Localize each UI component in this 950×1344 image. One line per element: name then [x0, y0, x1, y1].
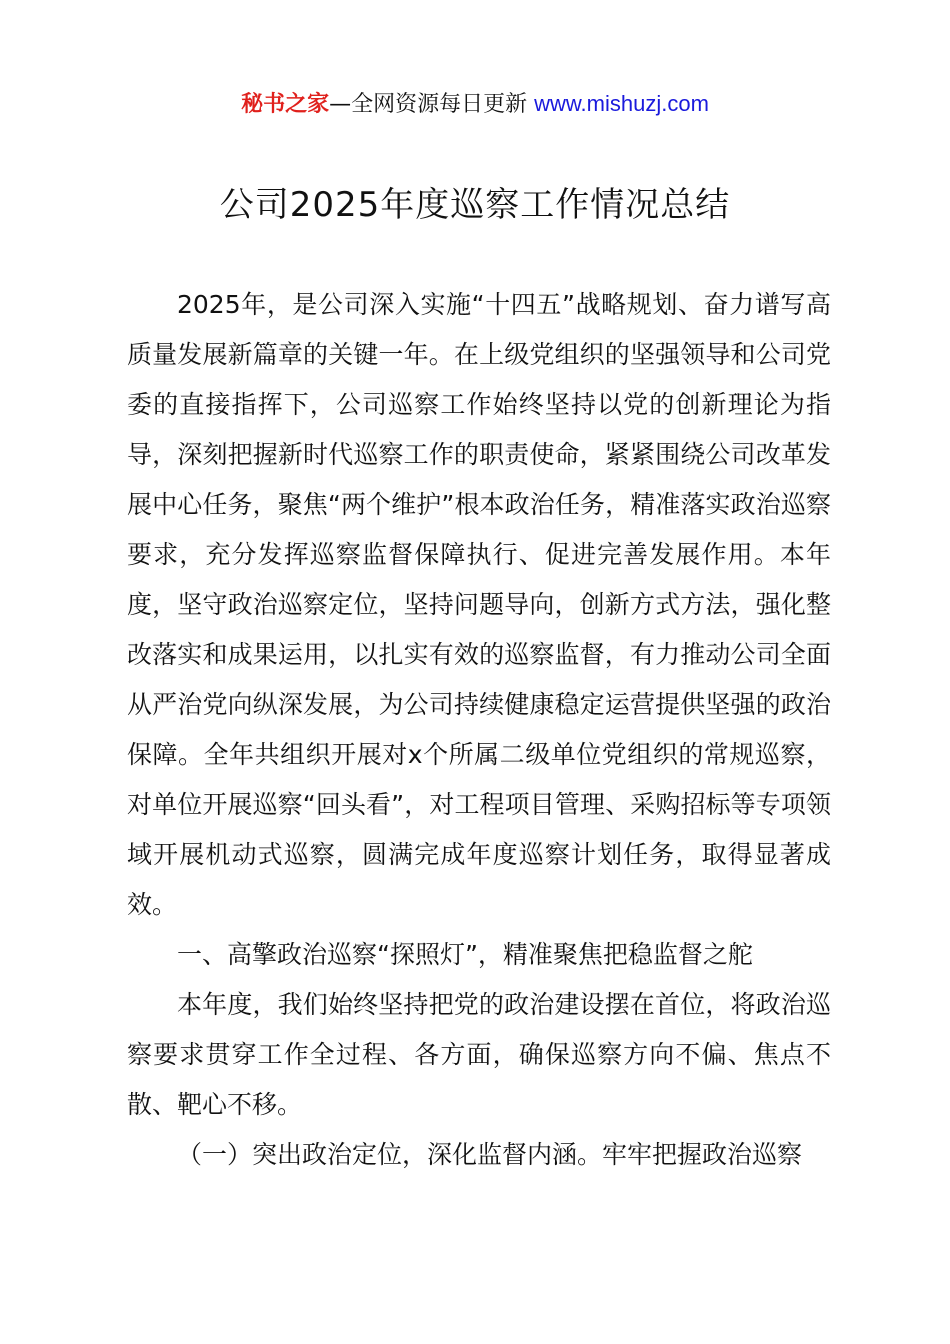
subsection-1-paragraph: （一）突出政治定位，深化监督内涵。牢牢把握政治巡察	[177, 1140, 803, 1169]
site-header	[0, 88, 950, 121]
section-1-paragraph: 本年度，我们始终坚持把党的政治建设摆在首位，将政治巡察要求贯穿工作全过程、各方面，确保巡察方向不偏、焦点不散、靶心不移。	[127, 990, 831, 1119]
site-slogan: —全网资源每日更新	[329, 92, 535, 117]
document-body	[127, 280, 831, 1180]
section-heading-1: 一、高擎政治巡察“探照灯”，精准聚焦把稳监督之舵	[177, 940, 753, 969]
site-url-link[interactable]: www.mishuzj.com	[534, 91, 709, 116]
intro-paragraph: 2025年，是公司深入实施“十四五”战略规划、奋力谱写高质量发展新篇章的关键一年。在上级党组织的坚强领导和公司党委的直接指挥下，公司巡察工作始终坚持以党的创新理论为指导，深刻把握新时代巡察工作的职责使命，紧紧围绕公司改革发展中心任务，聚焦“两个维护”根本政治任务，精准落实政治巡察要求，充分发挥巡察监督保障执行、促进完善发展作用。本年度，坚守政治巡察定位，坚持问题导向，创新方式方法，强化整改落实和成果运用，以扎实有效的巡察监督，有力推动公司全面从严治党向纵深发展，为公司持续健康稳定运营提供坚强的政治保障。全年共组织开展对x个所属二级单位党组织的常规巡察，对单位开展巡察“回头看”，对工程项目管理、采购招标等专项领域开展机动式巡察，圆满完成年度巡察计划任务，取得显著成效。	[127, 290, 831, 919]
site-brand: 秘书之家	[241, 92, 330, 117]
document-title: 公司2025年度巡察工作情况总结	[219, 185, 731, 225]
